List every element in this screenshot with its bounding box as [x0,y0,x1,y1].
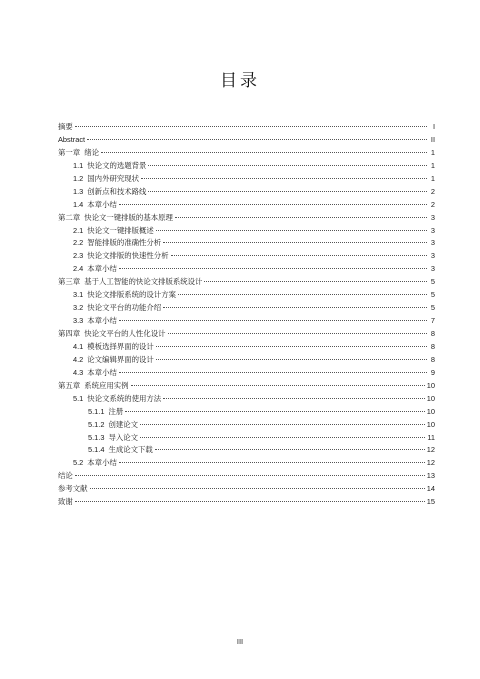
toc-entry-title: 快论文平台的功能介绍 [87,303,162,313]
toc-entry-title: 致谢 [58,497,73,507]
toc-entry-page: 15 [426,497,435,507]
toc-entry-title: 导入论文 [108,432,139,442]
toc-entry-title: 基于人工智能的快论文排版系统设计 [84,277,203,287]
toc-entry-page: 1 [430,147,435,157]
toc-entry-number: 5.2 [73,458,84,468]
dot-leader [119,204,427,205]
dot-leader [156,230,427,231]
toc-entry-number: 第五章 [58,380,81,390]
dot-leader [155,449,425,450]
toc-entry-number: 5.1.3 [88,432,105,442]
toc-entry-title: 快论文排版的快速性分析 [87,251,169,261]
toc-entry[interactable] [58,406,435,419]
toc-entry[interactable] [58,276,435,289]
toc-entry-page: 5 [430,277,435,287]
toc-entry-title: 本章小结 [87,367,117,377]
dot-leader [168,333,428,334]
dot-leader [119,372,427,373]
dot-leader [131,385,425,386]
toc-entry-page: 12 [426,458,435,468]
dot-leader [204,281,427,282]
toc-entry-title: 快论文平台的人性化设计 [84,329,166,338]
toc-entry[interactable] [58,289,435,302]
dot-leader [75,126,427,127]
dot-leader [75,475,425,476]
dot-leader [141,178,427,179]
toc-entry[interactable] [58,444,435,457]
toc-entry-page: 8 [430,329,435,338]
toc-entry-number: 第四章 [58,329,81,338]
toc-entry-page: 13 [426,471,435,481]
toc-entry-number: 2.4 [73,264,84,274]
toc-entry-page: 3 [430,212,435,222]
dot-leader [87,139,427,140]
toc-entry-number: 1.3 [73,186,84,196]
toc-entry-page: 5 [430,290,435,300]
toc-entry-number: 第一章 [58,147,81,157]
toc-entry-title: 国内外研究现状 [87,173,140,183]
toc-entry[interactable] [58,380,435,393]
toc-entry-title: 快论文一键排版的基本原理 [84,212,173,222]
toc-entry-title: 论文编辑界面的设计 [87,354,154,364]
toc-entry-number: 2.2 [73,238,84,248]
toc-entry-title: 快论文一键排版概述 [87,225,154,235]
toc-entry-title: 参考文献 [58,484,88,494]
toc-entry-number: 1.1 [73,160,84,170]
toc-entry-title: 本章小结 [87,199,117,209]
toc-entry-page: 10 [426,380,435,390]
toc-entry-page: 3 [430,264,435,274]
toc-entry-page: 1 [430,160,435,170]
toc-entry[interactable] [58,250,435,263]
toc-entry-page: 10 [426,406,435,416]
toc-entry-page: 12 [426,445,435,455]
toc-entry-number: 2.1 [73,225,84,235]
toc-entry-title: 结论 [58,471,73,481]
toc-entry-number: 4.3 [73,367,84,377]
toc-entry-number: 2.3 [73,251,84,261]
toc-entry[interactable] [58,328,435,341]
toc-entry-title: 本章小结 [87,458,117,468]
dot-leader [171,255,427,256]
toc-entry-number: 5.1 [73,393,84,403]
toc-entry[interactable] [58,393,435,406]
toc-entry-page: 3 [430,238,435,248]
toc-entry-page: 10 [426,393,435,403]
toc-entry[interactable] [58,367,435,380]
toc-entry[interactable] [58,147,435,160]
dot-leader [119,268,427,269]
toc-entry[interactable] [58,470,435,483]
toc-entry[interactable] [58,212,435,225]
toc-entry-page: II [430,134,435,144]
table-of-contents [58,121,435,509]
toc-entry[interactable] [58,134,435,147]
dot-leader [140,424,425,425]
toc-entry[interactable] [58,199,435,212]
toc-entry-number: 第二章 [58,212,81,222]
toc-entry-page: 8 [430,341,435,351]
dot-leader [101,152,427,153]
toc-entry-title: 创新点和技术路线 [87,186,147,196]
toc-entry-title: 智能排版的准确性分析 [87,238,162,248]
toc-entry-number: 5.1.4 [88,445,105,455]
dot-leader [175,217,427,218]
toc-entry-page: 3 [430,251,435,261]
dot-leader [148,165,427,166]
dot-leader [90,488,425,489]
toc-entry-page: 8 [430,354,435,364]
toc-entry[interactable] [58,419,435,432]
toc-entry-title: 本章小结 [87,316,117,326]
toc-entry-number: 第三章 [58,277,81,287]
toc-entry[interactable] [58,354,435,367]
toc-entry-page: 11 [427,432,435,442]
toc-entry[interactable] [58,160,435,173]
toc-entry-title: 摘要 [58,122,73,131]
dot-leader [119,320,427,321]
dot-leader [125,411,425,412]
toc-entry[interactable] [58,173,435,186]
dot-leader [163,242,427,243]
toc-entry-number: 3.1 [73,290,84,300]
toc-entry[interactable] [58,302,435,315]
toc-entry-number: 5.1.1 [88,406,105,416]
toc-entry-page: 14 [426,484,435,494]
toc-entry-page: 2 [430,199,435,209]
toc-entry-title: 注册 [108,406,124,416]
toc-entry-page: 9 [430,367,435,377]
toc-entry-number: 3.2 [73,303,84,313]
toc-entry-title: 系统应用实例 [84,380,129,390]
toc-entry-page: 5 [430,303,435,313]
toc-entry-page: 1 [430,173,435,183]
dot-leader [163,398,425,399]
toc-entry[interactable] [58,457,435,470]
toc-entry[interactable] [58,432,435,445]
toc-entry-number: 4.1 [73,341,84,351]
toc-entry[interactable] [58,315,435,328]
toc-entry[interactable] [58,186,435,199]
dot-leader [156,359,427,360]
dot-leader [148,191,427,192]
toc-entry-title: 快论文系统的使用方法 [87,393,162,403]
toc-entry[interactable] [58,225,435,238]
dot-leader [178,294,427,295]
toc-entry-title: 本章小结 [87,264,117,274]
toc-entry-number: 5.1.2 [88,419,105,429]
toc-entry-title: 绪论 [84,147,99,157]
toc-entry[interactable] [58,341,435,354]
toc-entry[interactable] [58,237,435,250]
toc-entry-number: 3.3 [73,316,84,326]
dot-leader [75,501,425,502]
dot-leader [156,346,427,347]
toc-entry-page: 10 [426,419,435,429]
toc-entry-title: Abstract [58,134,86,144]
toc-entry-title: 快论文排版系统的设计方案 [87,290,176,300]
toc-entry-title: 创建论文 [108,419,139,429]
toc-entry[interactable] [58,496,435,509]
toc-entry[interactable] [58,483,435,496]
toc-entry-page: 3 [430,225,435,235]
toc-entry[interactable] [58,121,435,134]
dot-leader [163,307,427,308]
toc-entry-number: 1.2 [73,173,84,183]
toc-entry-title: 生成论文下载 [108,445,153,455]
page-title: 目录 [220,71,260,91]
dot-leader [140,437,425,438]
toc-entry-number: 4.2 [73,354,84,364]
toc-entry-title: 模板选择界面的设计 [87,341,154,351]
toc-entry-page: 2 [430,186,435,196]
toc-entry-title: 快论文的选题背景 [87,160,147,170]
toc-entry-page: I [432,122,435,131]
toc-entry[interactable] [58,263,435,276]
dot-leader [119,462,425,463]
toc-entry-page: 7 [430,316,435,326]
page-number: III [236,637,244,646]
toc-entry-number: 1.4 [73,199,84,209]
